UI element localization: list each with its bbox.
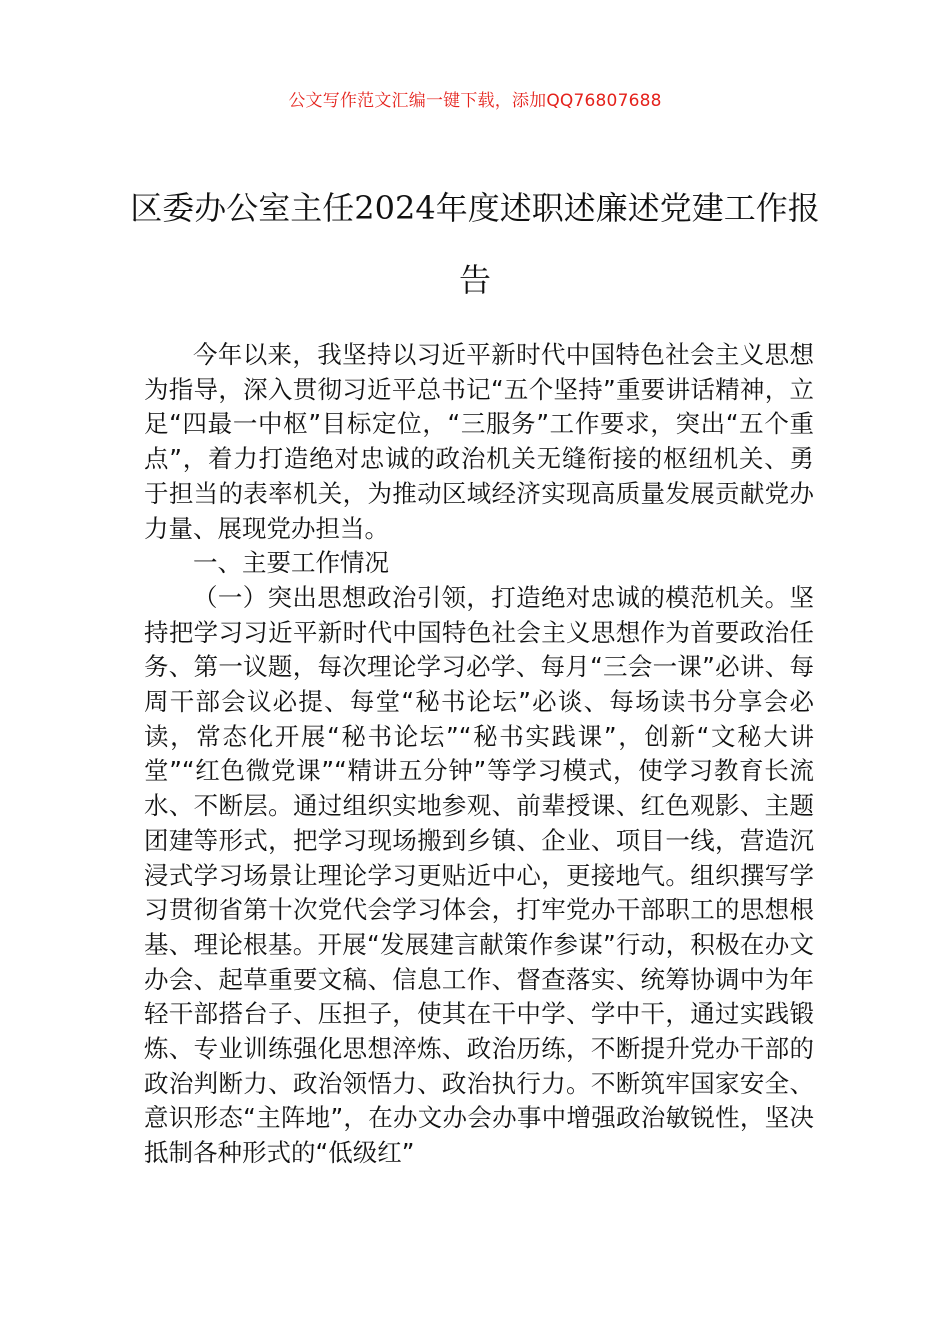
- download-notice: 公文写作范文汇编一键下载，添加QQ76807688: [288, 91, 662, 111]
- document-title: 区委办公室主任2024年度述职述廉述党建工作报告: [130, 189, 820, 299]
- document-body: [144, 338, 814, 1171]
- section-heading: 一、主要工作情况: [193, 548, 389, 578]
- intro-paragraph: 今年以来，我坚持以习近平新时代中国特色社会主义思想为指导，深入贯彻习近平总书记“五个坚持”重要讲话精神，立足“四最一中枢”目标定位，“三服务”工作要求，突出“五个重点”，着力打造绝对忠诚的政治机关无缝衔接的枢纽机关、勇于担当的表率机关，为推动区域经济实现高质量发展贡献党办力量、展现党办担当。: [144, 340, 814, 543]
- subsection-paragraph: （一）突出思想政治引领，打造绝对忠诚的模范机关。坚持把学习习近平新时代中国特色社会主义思想作为首要政治任务、第一议题，每次理论学习必学、每月“三会一课”必讲、每周干部会议必提、每堂“秘书论坛”必谈、每场读书分享会必读，常态化开展“秘书论坛”“秘书实践课”，创新“文秘大讲堂”“红色微党课”“精讲五分钟”等学习模式，使学习教育长流水、不断层。通过组织实地参观、前辈授课、红色观影、主题团建等形式，把学习现场搬到乡镇、企业、项目一线，营造沉浸式学习场景让理论学习更贴近中心，更接地气。组织撰写学习贯彻省第十次党代会学习体会，打牢党办干部职工的思想根基、理论根基。开展“发展建言献策作参谋”行动，积极在办文办会、起草重要文稿、信息工作、督查落实、统筹协调中为年轻干部搭台子、压担子，使其在干中学、学中干，通过实践锻炼、专业训练强化思想淬炼、政治历练，不断提升党办干部的政治判断力、政治领悟力、政治执行力。不断筑牢国家安全、意识形态“主阵地”，在办文办会办事中增强政治敏锐性，坚决抵制各种形式的“低级红”: [144, 582, 814, 1168]
